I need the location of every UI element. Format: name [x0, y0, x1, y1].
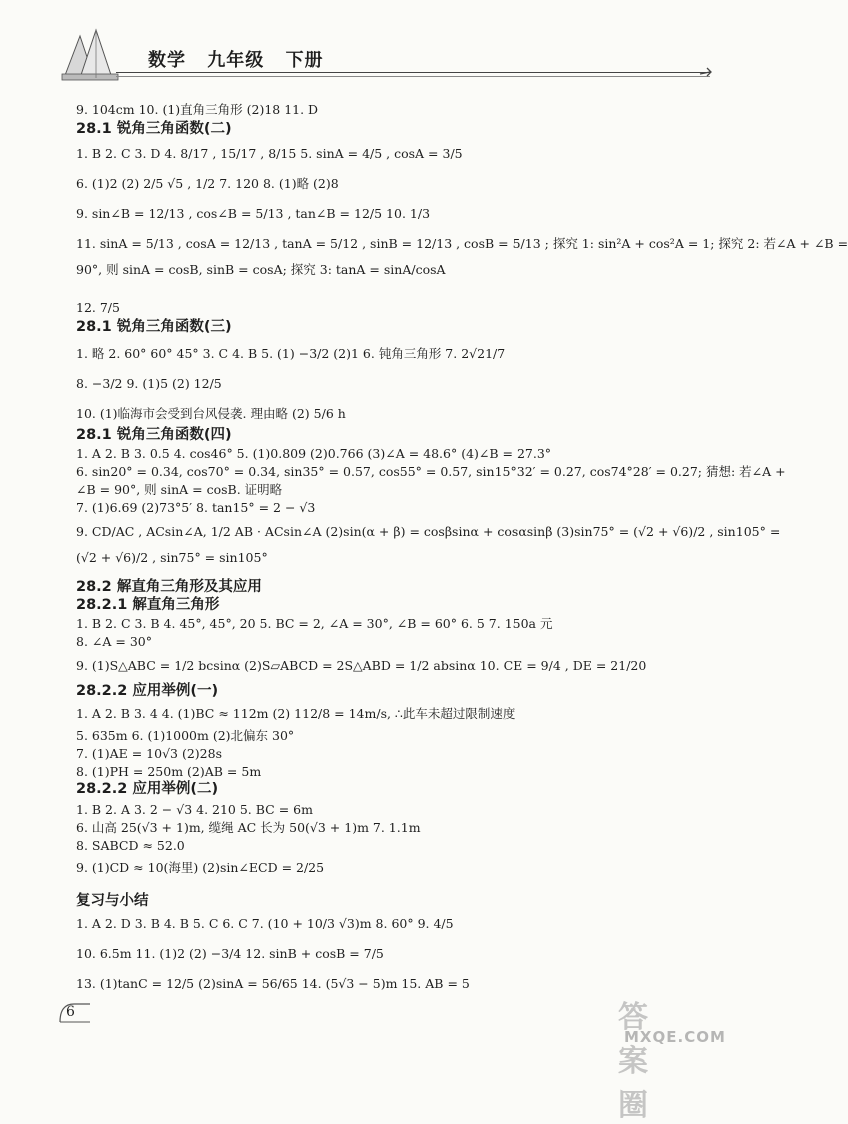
answer-line: 7. (1)6.69 (2)73°5′ 8. tan15° = 2 − √3 [76, 500, 316, 515]
answer-line: 90°, 则 sinA = cosB, sinB = cosA; 探究 3: tanA = sinA/cosA [76, 262, 446, 277]
answer-line: 9. (1)S△ABC = 1/2 bcsinα (2)S▱ABCD = 2S△ABD = 1/2 absinα 10. CE = 9/4 , DE = 21/20 [76, 658, 647, 673]
answer-line: 12. 7/5 [76, 300, 120, 315]
answer-line: (√2 + √6)/2 , sin75° = sin105° [76, 550, 268, 565]
answer-line: 1. 略 2. 60° 60° 45° 3. C 4. B 5. (1) −3/2 (2)1 6. 钝角三角形 7. 2√21/7 [76, 346, 506, 361]
answer-line: 8. SABCD ≈ 52.0 [76, 838, 185, 853]
answer-line: 9. CD/AC , ACsin∠A, 1/2 AB · ACsin∠A (2)sin(α + β) = cosβsinα + cosαsinβ (3)sin75° = (√2 + √6)/2 , sin105° = [76, 524, 781, 539]
answer-line: 8. ∠A = 30° [76, 634, 152, 649]
answer-line: 5. 635m 6. (1)1000m (2)北偏东 30° [76, 728, 295, 743]
header-volume: 下册 [285, 50, 324, 71]
answer-line: 9. sin∠B = 12/13 , cos∠B = 5/13 , tan∠B = 12/5 10. 1/3 [76, 206, 431, 221]
section-heading: 复习与小结 [76, 893, 149, 909]
subsection-heading: 28.2.2 应用举例(二) [76, 781, 219, 797]
header-grade: 九年级 [207, 50, 265, 71]
answer-line: 10. 6.5m 11. (1)2 (2) −3/4 12. sinB + cosB = 7/5 [76, 946, 384, 961]
page-header [60, 20, 710, 90]
answer-line: 13. (1)tanC = 12/5 (2)sinA = 56/65 14. (5√3 − 5)m 15. AB = 5 [76, 976, 470, 991]
section-heading: 28.1 锐角三角函数(二) [76, 121, 232, 137]
page-number-frame-icon [58, 1000, 92, 1026]
subsection-heading: 28.2.2 应用举例(一) [76, 683, 219, 699]
page-number [58, 1000, 92, 1026]
section-heading: 28.1 锐角三角函数(三) [76, 319, 232, 335]
answer-line: 8. −3/2 9. (1)5 (2) 12/5 [76, 376, 222, 391]
section-heading: 28.1 锐角三角函数(四) [76, 427, 232, 443]
header-subject: 数学 [148, 50, 186, 71]
arrow-icon [698, 64, 714, 80]
answer-line: 11. sinA = 5/13 , cosA = 12/13 , tanA = 5/12 , sinB = 12/13 , cosB = 5/13 ; 探究 1: sin²A + cos²A = 1; 探究 2: 若∠A + ∠B = [76, 236, 848, 251]
answer-line: 1. B 2. C 3. B 4. 45°, 45°, 20 5. BC = 2, ∠A = 30°, ∠B = 60° 6. 5 7. 150a 元 [76, 616, 553, 631]
answer-line: 1. A 2. B 3. 0.5 4. cos46° 5. (1)0.809 (2)0.766 (3)∠A = 48.6° (4)∠B = 27.3° [76, 446, 552, 461]
header-rule [116, 72, 710, 73]
header-rule-thin [116, 76, 710, 77]
answer-line: ∠B = 90°, 则 sinA = cosB. 证明略 [76, 482, 283, 497]
answer-line: 1. B 2. A 3. 2 − √3 4. 210 5. BC = 6m [76, 802, 313, 817]
answer-line: 10. (1)临海市会受到台风侵袭. 理由略 (2) 5/6 h [76, 406, 346, 421]
subsection-heading: 28.2.1 解直角三角形 [76, 597, 220, 613]
answer-line: 1. B 2. C 3. D 4. 8/17 , 15/17 , 8/15 5. sinA = 4/5 , cosA = 3/5 [76, 146, 463, 161]
answer-line: 9. 104cm 10. (1)直角三角形 (2)18 11. D [76, 102, 319, 117]
section-heading: 28.2 解直角三角形及其应用 [76, 579, 262, 595]
answer-line: 7. (1)AE = 10√3 (2)28s [76, 746, 223, 761]
watermark-text-url: MXQE.COM [624, 1028, 726, 1046]
answer-line: 6. sin20° = 0.34, cos70° = 0.34, sin35° = 0.57, cos55° = 0.57, sin15°32′ = 0.27, cos74°28′ = 0.27; 猜想: 若∠A + [76, 464, 786, 479]
answer-line: 9. (1)CD ≈ 10(海里) (2)sin∠ECD = 2/25 [76, 860, 325, 875]
answer-line: 6. 山高 25(√3 + 1)m, 缆绳 AC 长为 50(√3 + 1)m 7. 1.1m [76, 820, 421, 835]
page-number-text: 6 [66, 1004, 75, 1020]
answer-line: 8. (1)PH = 250m (2)AB = 5m [76, 764, 262, 779]
header-title [148, 46, 338, 72]
answer-line: 1. A 2. B 3. 4 4. (1)BC ≈ 112m (2) 112/8 = 14m/s, ∴此车未超过限制速度 [76, 706, 516, 721]
answer-line: 6. (1)2 (2) 2/5 √5 , 1/2 7. 120 8. (1)略 (2)8 [76, 176, 339, 191]
answer-line: 1. A 2. D 3. B 4. B 5. C 6. C 7. (10 + 10/3 √3)m 8. 60° 9. 4/5 [76, 916, 454, 931]
watermark-text-main: 答案圈 [618, 1000, 650, 1123]
book-logo-icon [60, 26, 122, 82]
